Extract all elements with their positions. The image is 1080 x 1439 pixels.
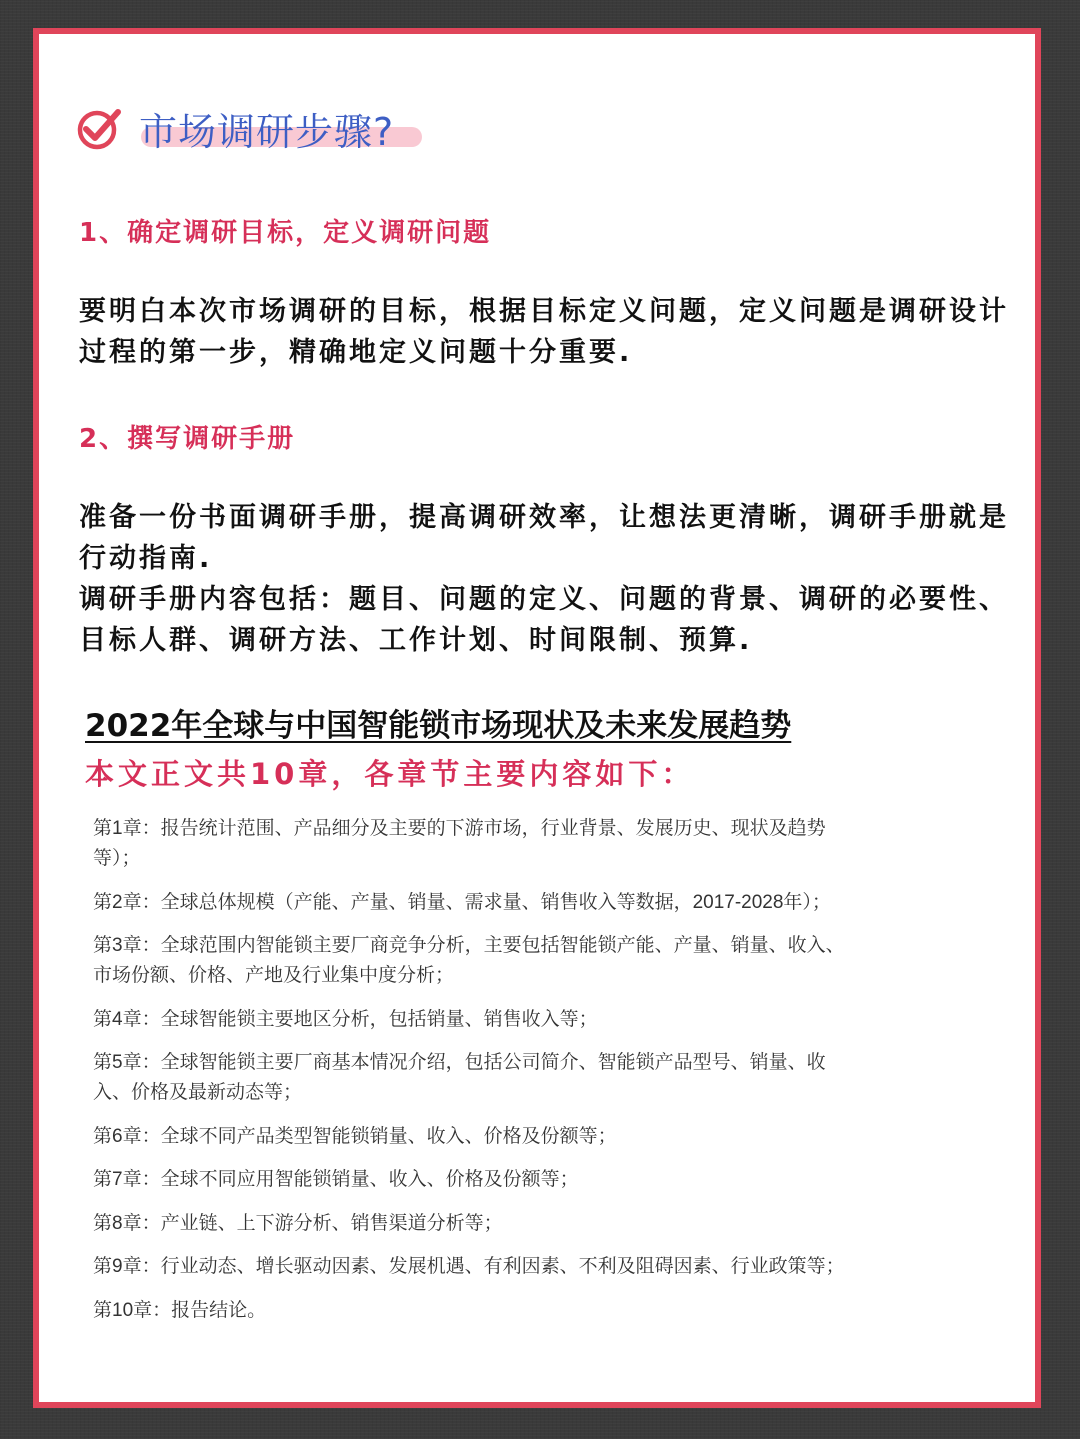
- chapter-item: 第9章：行业动态、增长驱动因素、发展机遇、有利因素、不利及阻碍因素、行业政策等；: [93, 1256, 845, 1277]
- chapter-item: 第6章：全球不同产品类型智能锁销量、收入、价格及份额等；: [93, 1125, 617, 1147]
- section-title-2: 2、撰写调研手册: [79, 424, 296, 454]
- paragraph: 准备一份书面调研手册，提高调研效率，让想法更清晰，调研手册就是行动指南.: [79, 502, 1009, 574]
- chapter-item: 第10章：报告结论。: [93, 1299, 267, 1321]
- heading-row: [75, 98, 394, 158]
- section-body-2: [79, 497, 1009, 661]
- chapter-item: 第1章：报告统计范围、产品细分及主要的下游市场，行业背景、发展历史、现状及趋势等）；: [93, 818, 826, 869]
- section-body-1: [79, 291, 1009, 373]
- chapter-item: 第7章：全球不同应用智能锁销量、收入、价格及份额等；: [93, 1169, 579, 1190]
- chapter-item: 第5章：全球智能锁主要厂商基本情况介绍，包括公司简介、智能锁产品型号、销量、收入、价格及最新动态等；: [93, 1052, 826, 1103]
- chapter-item: 第4章：全球智能锁主要地区分析，包括销量、销售收入等；: [93, 1008, 598, 1030]
- page-title: 市场调研步骤?: [139, 109, 395, 154]
- check-circle-icon: [75, 104, 123, 152]
- content-card: [33, 28, 1041, 1408]
- paragraph: 要明白本次市场调研的目标，根据目标定义问题，定义问题是调研设计过程的第一步，精确地定义问题十分重要.: [79, 296, 1009, 368]
- chapter-item: 第2章：全球总体规模（产能、产量、销量、需求量、销售收入等数据，2017-2028年）；: [93, 891, 831, 913]
- paragraph: 调研手册内容包括：题目、问题的定义、问题的背景、调研的必要性、目标人群、调研方法、工作计划、时间限制、预算.: [79, 584, 1009, 656]
- chapter-item: 第3章：全球范围内智能锁主要厂商竞争分析，主要包括智能锁产能、产量、销量、收入、市场份额、价格、产地及行业集中度分析；: [93, 935, 845, 986]
- chapter-intro: 本文正文共10章，各章节主要内容如下：: [85, 757, 695, 791]
- chapter-item: 第8章：产业链、上下游分析、销售渠道分析等；: [93, 1212, 503, 1234]
- section-title-1: 1、确定调研目标，定义调研问题: [79, 218, 492, 248]
- heading-wrap: [139, 101, 394, 156]
- report-title: 2022年全球与中国智能锁市场现状及未来发展趋势: [85, 708, 792, 744]
- chapter-list: [93, 814, 853, 1339]
